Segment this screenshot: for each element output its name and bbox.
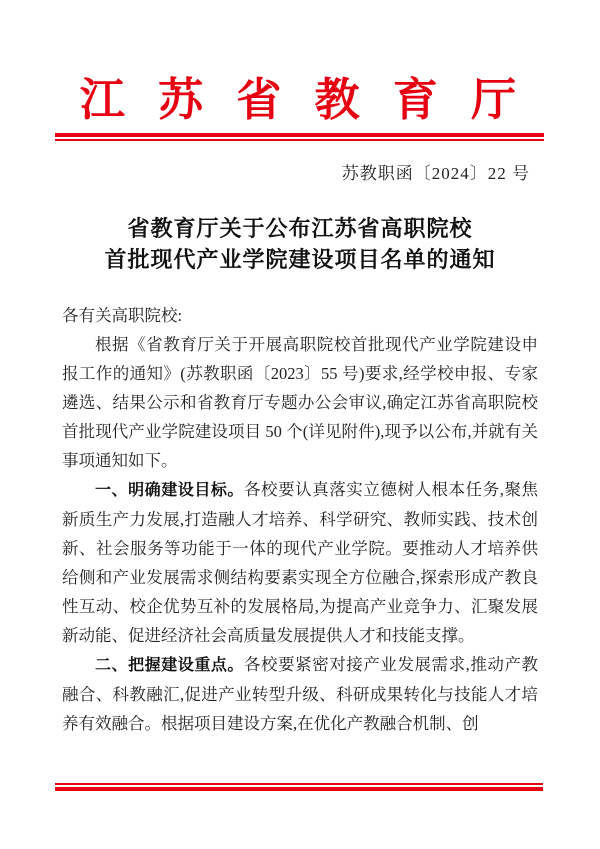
paragraph-section-1 <box>62 475 538 650</box>
document-number: 苏教职函〔2024〕22 号 <box>341 164 530 183</box>
paragraph-text: 各校要认真落实立德树人根本任务,聚焦新质生产力发展,打造融人才培养、科学研究、教师实践、技术创新、社会服务等功能于一体的现代产业学院。要推动人才培养供给侧和产业发展需求侧结构要素实现全方位融合,探索形成产教良性互动、校企优势互补的发展格局,为提高产业竞争力、汇聚发展新动能、促进经济社会高质量发展提供人才和技能支撑。 <box>62 480 538 645</box>
section-1-heading: 一、明确建设目标。 <box>95 482 244 499</box>
header-red-divider <box>55 133 544 141</box>
agency-title: 江 苏 省 教 育 厅 <box>79 75 521 125</box>
divider-thin-line <box>55 139 544 141</box>
divider-thick-line <box>55 787 543 791</box>
paragraph-intro <box>62 330 538 475</box>
document-title-line2: 首批现代产业学院建设项目名单的通知 <box>104 247 496 272</box>
paragraph-section-2 <box>62 650 538 738</box>
salutation: 各有关高职院校: <box>62 306 183 325</box>
section-2-heading: 二、把握建设重点。 <box>95 657 244 674</box>
footer-red-divider <box>55 783 543 791</box>
document-body <box>62 301 538 738</box>
document-title <box>0 213 600 275</box>
paragraph-text: 各校要紧密对接产业发展需求,推动产教融合、科教融汇,促进产业转型升级、科研成果转化与技能人才培养有效融合。根据项目建设方案,在优化产教融合机制、创 <box>62 655 538 733</box>
document-title-line1: 省教育厅关于公布江苏省高职院校 <box>127 216 473 241</box>
paragraph-text: 根据《省教育厅关于开展高职院校首批现代产业学院建设申报工作的通知》(苏教职函〔2023〕55 号)要求,经学校申报、专家遴选、结果公示和省教育厅专题办公会审议,确定江苏省高职院校首批现代产业学院建设项目 50 个(详见附件),现予以公布,并就有关事项通知如下。 <box>62 335 538 470</box>
